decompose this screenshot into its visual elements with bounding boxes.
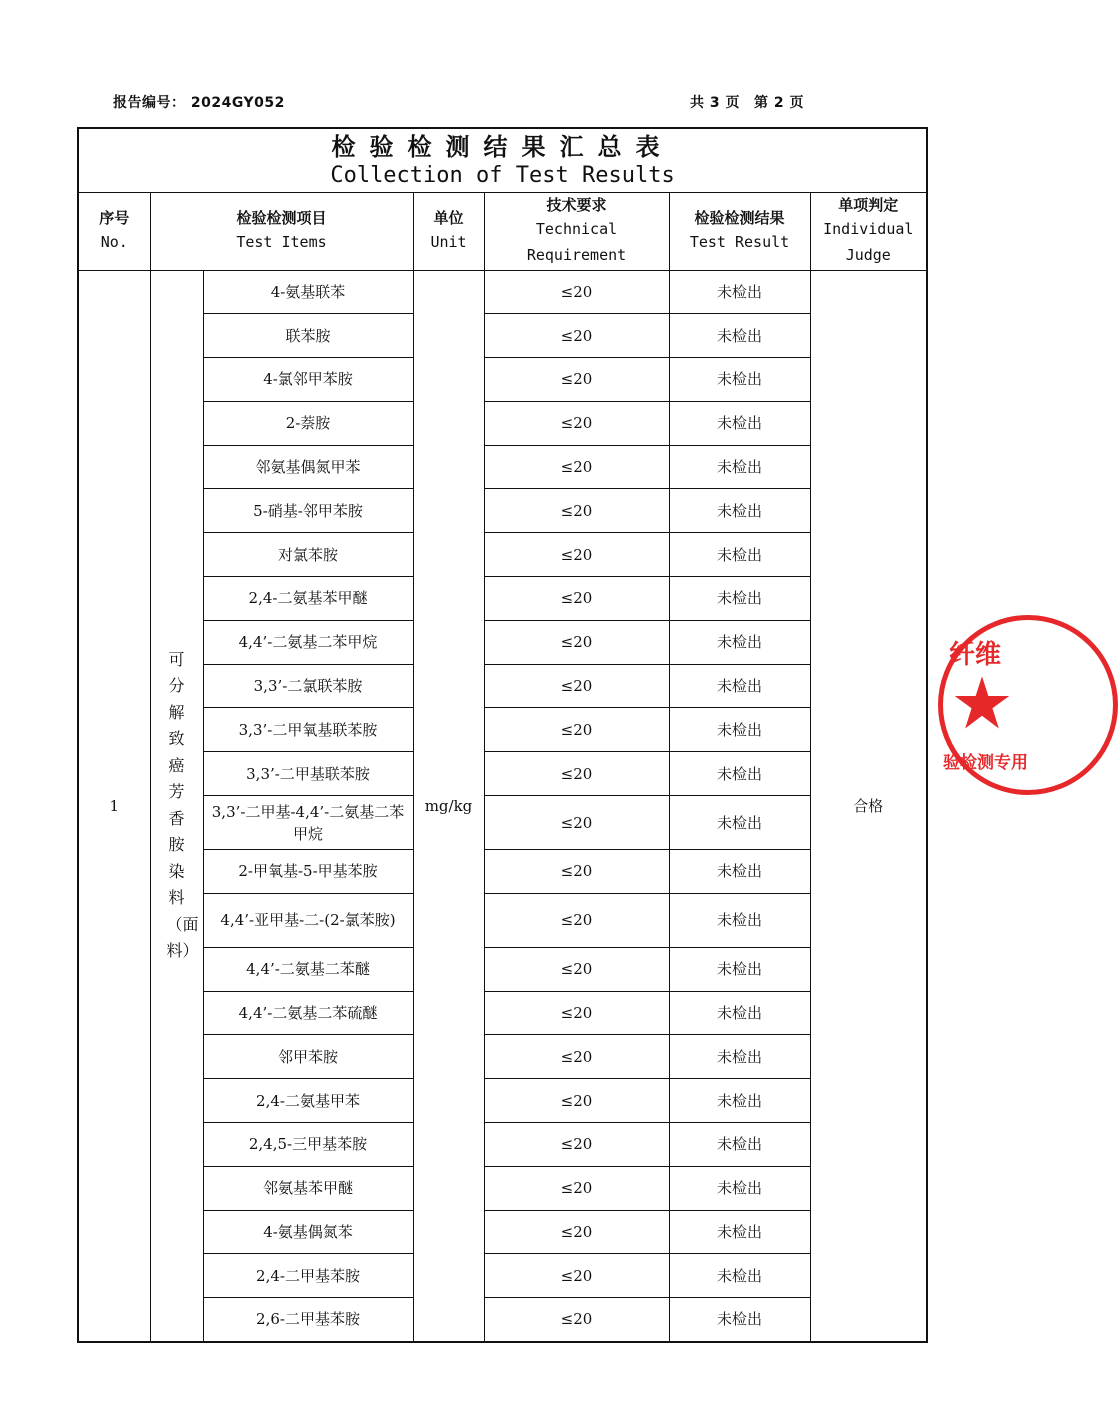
technical-requirement: ≤20 [484,270,669,314]
table-row [78,1210,927,1254]
stamp-bottom-text: 验检测专用 [943,753,1028,773]
column-header-row [78,192,927,270]
test-result: 未检出 [669,1166,810,1210]
table-row [78,850,927,894]
technical-requirement: ≤20 [484,533,669,577]
test-item: 2-萘胺 [203,401,413,445]
table-row [78,893,927,947]
test-item: 邻甲苯胺 [203,1035,413,1079]
test-item: 4,4’-二氨基二苯醚 [203,947,413,991]
technical-requirement: ≤20 [484,991,669,1035]
test-item: 4-氨基联苯 [203,270,413,314]
page-current: 第 2 页 [754,95,804,111]
table-row [78,445,927,489]
technical-requirement: ≤20 [484,1166,669,1210]
test-item: 5-硝基-邻甲苯胺 [203,489,413,533]
test-item: 对氯苯胺 [203,533,413,577]
group-judgement: 合格 [810,270,927,1342]
report-number-value: 2024GY052 [190,95,285,111]
report-number [113,92,285,112]
test-result: 未检出 [669,796,810,850]
table-row [78,1166,927,1210]
stamp-top-text: 纤维 [949,640,1002,670]
group-number: 1 [78,270,150,1342]
technical-requirement: ≤20 [484,1079,669,1123]
technical-requirement: ≤20 [484,358,669,402]
col-header-items: 检验检测项目 Test Items [150,192,413,270]
test-result: 未检出 [669,1254,810,1298]
technical-requirement: ≤20 [484,850,669,894]
test-result: 未检出 [669,1123,810,1167]
technical-requirement: ≤20 [484,1210,669,1254]
technical-requirement: ≤20 [484,664,669,708]
technical-requirement: ≤20 [484,314,669,358]
technical-requirement: ≤20 [484,752,669,796]
test-result: 未检出 [669,850,810,894]
technical-requirement: ≤20 [484,1123,669,1167]
table-row [78,489,927,533]
page-indicator [690,92,804,112]
test-item: 邻氨基偶氮甲苯 [203,445,413,489]
technical-requirement: ≤20 [484,708,669,752]
test-result: 未检出 [669,893,810,947]
test-result: 未检出 [669,991,810,1035]
table-row [78,401,927,445]
test-result: 未检出 [669,1079,810,1123]
results-table [77,127,928,1343]
table-row [78,577,927,621]
table-title [78,128,927,192]
test-item: 2,4-二氨基苯甲醚 [203,577,413,621]
test-item: 2-甲氧基-5-甲基苯胺 [203,850,413,894]
test-item: 3,3’-二甲氧基联苯胺 [203,708,413,752]
table-row [78,991,927,1035]
table-row [78,270,927,314]
test-item: 4,4’-二氨基二苯甲烷 [203,620,413,664]
technical-requirement: ≤20 [484,1035,669,1079]
table-row [78,947,927,991]
group-unit: mg/kg [413,270,484,1342]
test-result: 未检出 [669,358,810,402]
test-result: 未检出 [669,314,810,358]
test-result: 未检出 [669,489,810,533]
report-number-label: 报告编号： [113,95,186,111]
test-item: 3,3’-二甲基-4,4’-二氨基二苯甲烷 [203,796,413,850]
table-row [78,708,927,752]
technical-requirement: ≤20 [484,796,669,850]
technical-requirement: ≤20 [484,577,669,621]
technical-requirement: ≤20 [484,620,669,664]
technical-requirement: ≤20 [484,489,669,533]
test-result: 未检出 [669,1035,810,1079]
group-category-cell [150,270,203,1342]
table-row [78,1254,927,1298]
table-row [78,664,927,708]
test-item: 2,6-二甲基苯胺 [203,1298,413,1342]
test-item: 邻氨基苯甲醚 [203,1166,413,1210]
results-body [78,270,927,1342]
test-result: 未检出 [669,401,810,445]
col-header-unit: 单位 Unit [413,192,484,270]
pages-total: 共 3 页 [690,95,740,111]
star-icon [953,674,1011,732]
test-result: 未检出 [669,947,810,991]
col-header-judge: 单项判定 Individual Judge [810,192,927,270]
col-header-no: 序号 No. [78,192,150,270]
title-cn: 检验检测结果汇总表 [331,132,674,162]
test-item: 3,3’-二甲基联苯胺 [203,752,413,796]
technical-requirement: ≤20 [484,893,669,947]
table-row [78,1079,927,1123]
group-category: 可分解致癌芳香胺染料（面料） [166,649,199,961]
table-row [78,358,927,402]
technical-requirement: ≤20 [484,947,669,991]
table-row [78,1298,927,1342]
title-row [78,128,927,192]
official-stamp [938,615,1118,795]
table-row [78,1035,927,1079]
test-result: 未检出 [669,445,810,489]
test-item: 2,4,5-三甲基苯胺 [203,1123,413,1167]
col-header-result: 检验检测结果 Test Result [669,192,810,270]
table-row [78,620,927,664]
table-row [78,314,927,358]
test-result: 未检出 [669,577,810,621]
test-result: 未检出 [669,1298,810,1342]
table-row [78,1123,927,1167]
test-result: 未检出 [669,620,810,664]
test-item: 2,4-二甲基苯胺 [203,1254,413,1298]
title-en: Collection of Test Results [330,163,675,189]
technical-requirement: ≤20 [484,1254,669,1298]
test-item: 4-氨基偶氮苯 [203,1210,413,1254]
test-item: 4-氯邻甲苯胺 [203,358,413,402]
test-item: 4,4’-二氨基二苯硫醚 [203,991,413,1035]
col-header-requirement: 技术要求 Technical Requirement [484,192,669,270]
test-result: 未检出 [669,270,810,314]
test-item: 联苯胺 [203,314,413,358]
table-row [78,533,927,577]
table-row [78,752,927,796]
test-result: 未检出 [669,1210,810,1254]
test-result: 未检出 [669,708,810,752]
test-result: 未检出 [669,533,810,577]
technical-requirement: ≤20 [484,1298,669,1342]
test-item: 4,4’-亚甲基-二-(2-氯苯胺) [203,893,413,947]
test-result: 未检出 [669,752,810,796]
table-row [78,796,927,850]
technical-requirement: ≤20 [484,401,669,445]
technical-requirement: ≤20 [484,445,669,489]
test-result: 未检出 [669,664,810,708]
test-item: 2,4-二氨基甲苯 [203,1079,413,1123]
test-item: 3,3’-二氯联苯胺 [203,664,413,708]
